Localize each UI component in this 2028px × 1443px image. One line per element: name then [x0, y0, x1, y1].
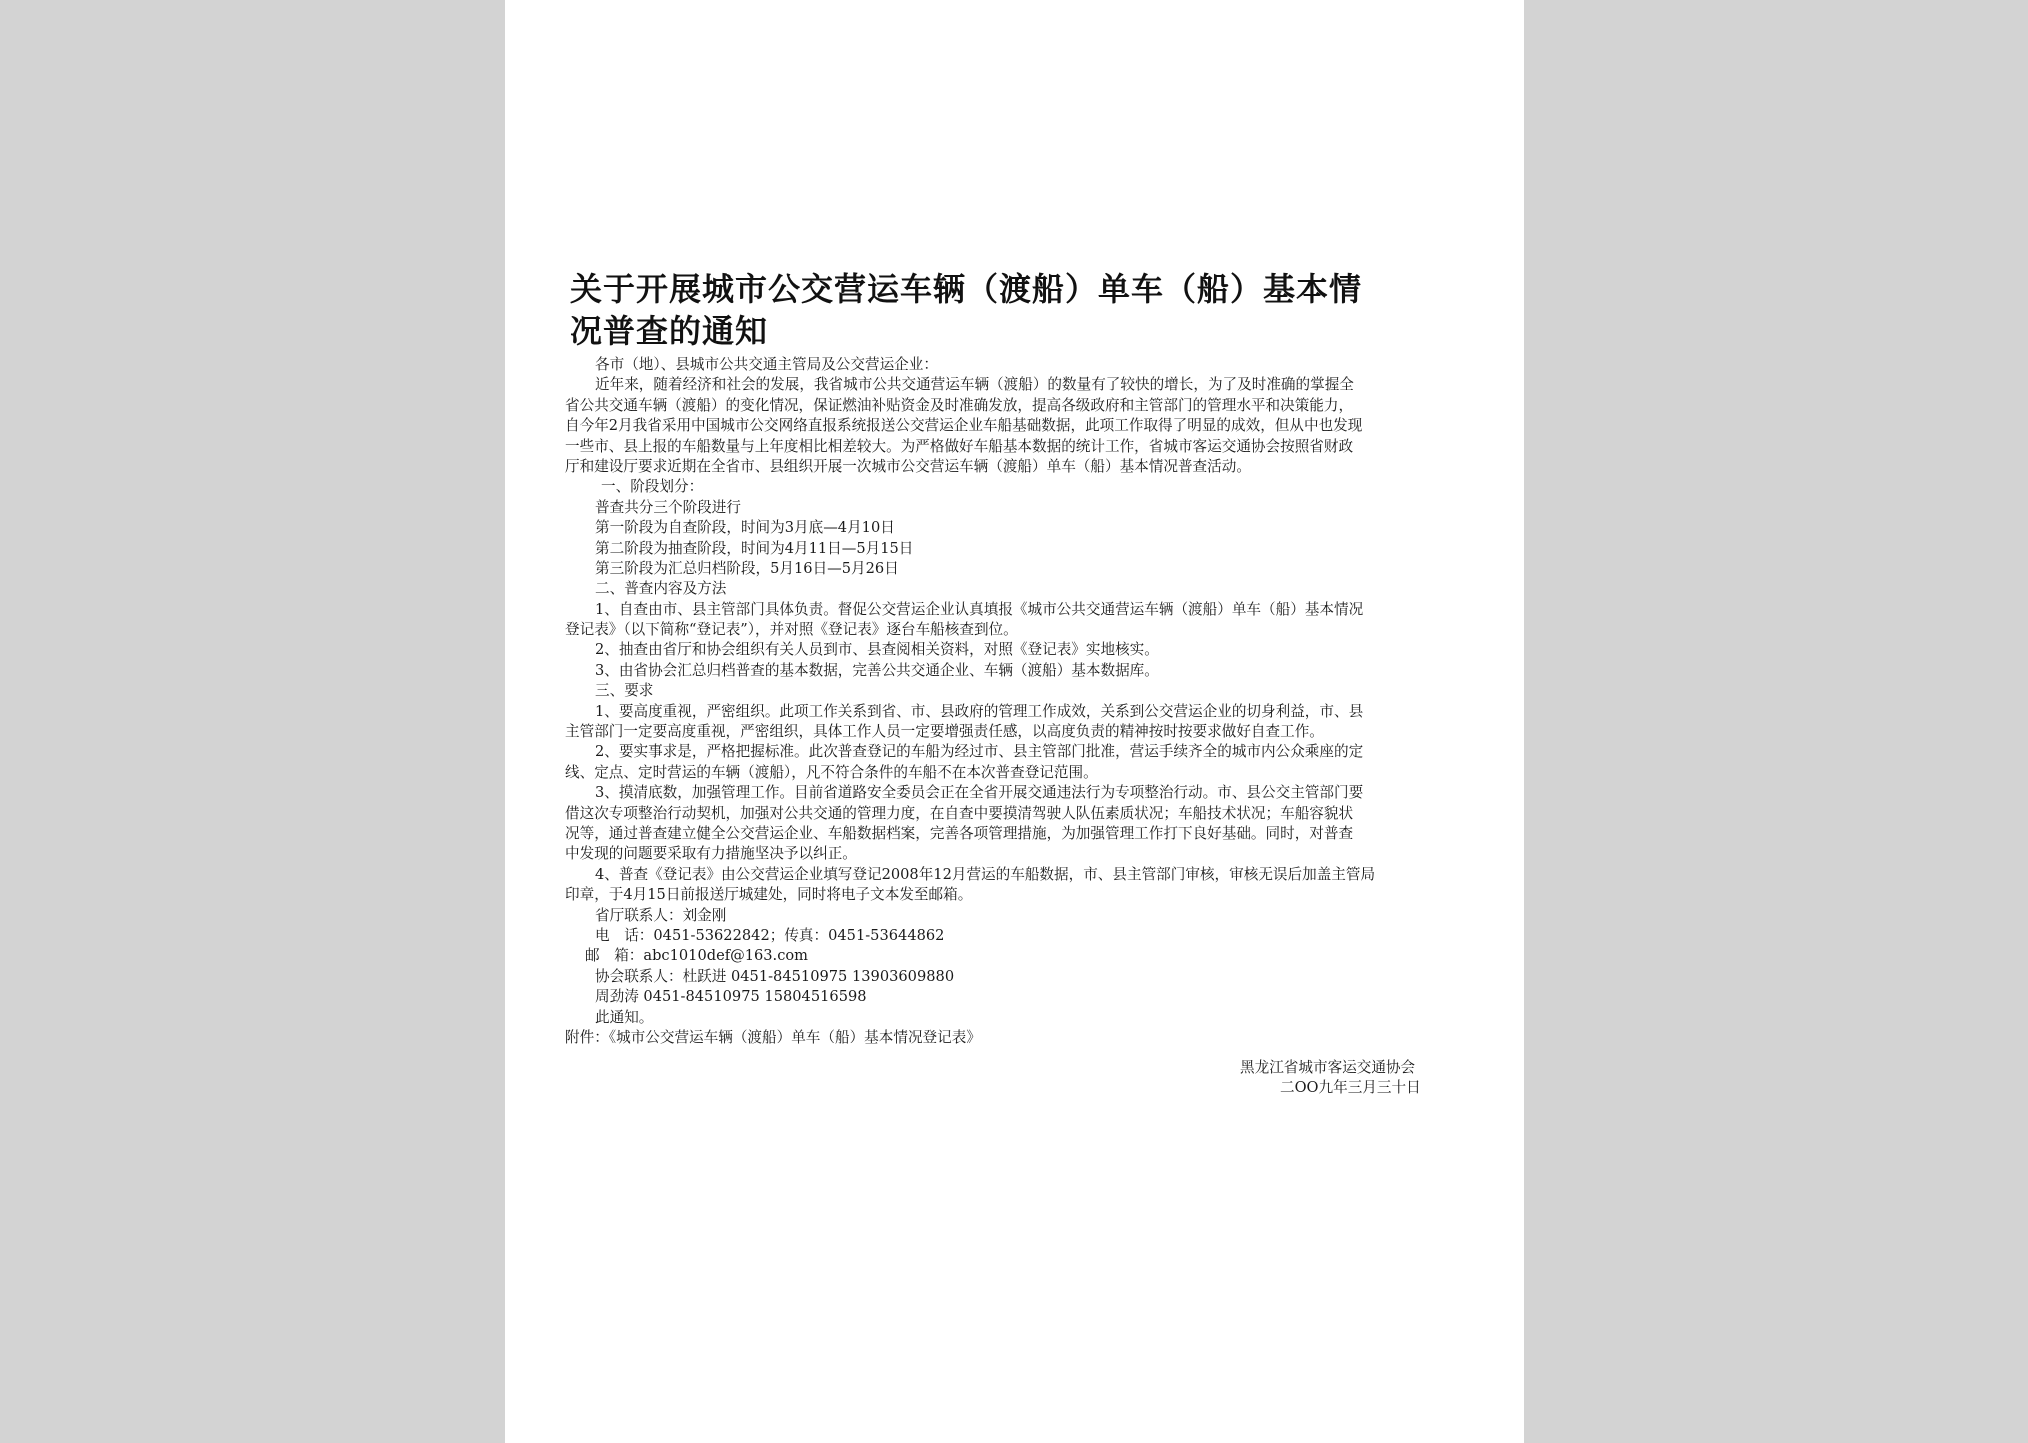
body-line: 省厅联系人：刘金刚 [595, 906, 727, 924]
body-line: 一些市、县上报的车船数量与上年度相比相差较大。为严格做好车船基本数据的统计工作，省城市客运交通协会按照省财政 [565, 437, 1354, 455]
document-page [505, 0, 1524, 1443]
body-line: 第一阶段为自查阶段，时间为3月底—4月10日 [595, 519, 895, 537]
body-line: 厅和建设厅要求近期在全省市、县组织开展一次城市公交营运车辆（渡船）单车（船）基本情况普查活动。 [565, 457, 1251, 475]
document-body [565, 355, 1471, 1048]
body-line: 2、抽查由省厅和协会组织有关人员到市、县查阅相关资料，对照《登记表》实地核实。 [595, 641, 1159, 659]
body-line: 1、要高度重视，严密组织。此项工作关系到省、市、县政府的管理工作成效，关系到公交营运企业的切身利益，市、县 [595, 702, 1364, 720]
body-line: 自今年2月我省采用中国城市公交网络直报系统报送公交营运企业车船基础数据，此项工作取得了明显的成效，但从中也发现 [565, 417, 1363, 435]
body-line: 附件：《城市公交营运车辆（渡船）单车（船）基本情况登记表》 [565, 1028, 981, 1046]
body-line: 三、要求 [595, 682, 654, 700]
body-line: 协会联系人：杜跃进 0451-84510975 13903609880 [595, 967, 955, 985]
body-line: 第三阶段为汇总归档阶段，5月16日—5月26日 [595, 559, 899, 577]
body-line: 况等，通过普查建立健全公交营运企业、车船数据档案，完善各项管理措施，为加强管理工作打下良好基础。同时，对普查 [565, 824, 1354, 842]
body-line: 2、要实事求是，严格把握标准。此次普查登记的车船为经过市、县主管部门批准，营运手续齐全的城市内公众乘座的定 [595, 743, 1364, 761]
body-line: 印章，于4月15日前报送厅城建处，同时将电子文本发至邮箱。 [565, 886, 973, 904]
body-line: 1、自查由市、县主管部门具体负责。督促公交营运企业认真填报《城市公共交通营运车辆（渡船）单车（船）基本情况 [595, 600, 1364, 618]
title-line-2: 况普查的通知 [570, 312, 769, 350]
body-line: 周劲涛 0451-84510975 15804516598 [595, 988, 867, 1006]
body-line: 省公共交通车辆（渡船）的变化情况，保证燃油补贴资金及时准确发放，提高各级政府和主管部门的管理水平和决策能力， [565, 396, 1354, 414]
signature-organization: 黑龙江省城市客运交通协会 [1240, 1059, 1416, 1076]
body-line: 第二阶段为抽查阶段，时间为4月11日—5月15日 [595, 539, 914, 557]
document-title [570, 268, 1460, 352]
body-line: 主管部门一定要高度重视，严密组织，具体工作人员一定要增强责任感，以高度负责的精神按时按要求做好自查工作。 [565, 723, 1324, 741]
body-line: 二、普查内容及方法 [595, 580, 727, 598]
body-line: 一、阶段划分： [601, 478, 704, 496]
body-line: 此通知。 [595, 1008, 654, 1026]
body-line: 线、定点、定时营运的车辆（渡船），凡不符合条件的车船不在本次普查登记范围。 [565, 763, 1098, 781]
body-line: 普查共分三个阶段进行 [595, 498, 741, 516]
body-line: 中发现的问题要采取有力措施坚决予以纠正。 [565, 845, 857, 863]
body-line: 3、摸清底数，加强管理工作。目前省道路安全委员会正在全省开展交通违法行为专项整治行动。市、县公交主管部门要 [595, 784, 1364, 802]
body-line: 近年来，随着经济和社会的发展，我省城市公共交通营运车辆（渡船）的数量有了较快的增长，为了及时准确的掌握全 [595, 376, 1354, 394]
body-line: 电 话：0451-53622842；传真：0451-53644862 [595, 926, 945, 944]
title-line-1: 关于开展城市公交营运车辆（渡船）单车（船）基本情 [570, 270, 1363, 308]
body-line: 登记表》（以下简称“登记表”），并对照《登记表》逐台车船核查到位。 [565, 621, 1018, 639]
body-line: 4、普查《登记表》由公交营运企业填写登记2008年12月营运的车船数据，市、县主管部门审核，审核无误后加盖主管局 [595, 865, 1376, 883]
body-line: 各市（地）、县城市公共交通主管局及公交营运企业： [595, 356, 938, 373]
body-line: 邮 箱：abc1010def@163.com [585, 947, 808, 965]
body-line: 3、由省协会汇总归档普查的基本数据，完善公共交通企业、车辆（渡船）基本数据库。 [595, 661, 1159, 679]
signature-date: 二OO九年三月三十日 [1280, 1079, 1421, 1096]
body-line: 借这次专项整治行动契机，加强对公共交通的管理力度，在自查中要摸清驾驶人队伍素质状况；车船技术状况；车船容貌状 [565, 804, 1354, 822]
